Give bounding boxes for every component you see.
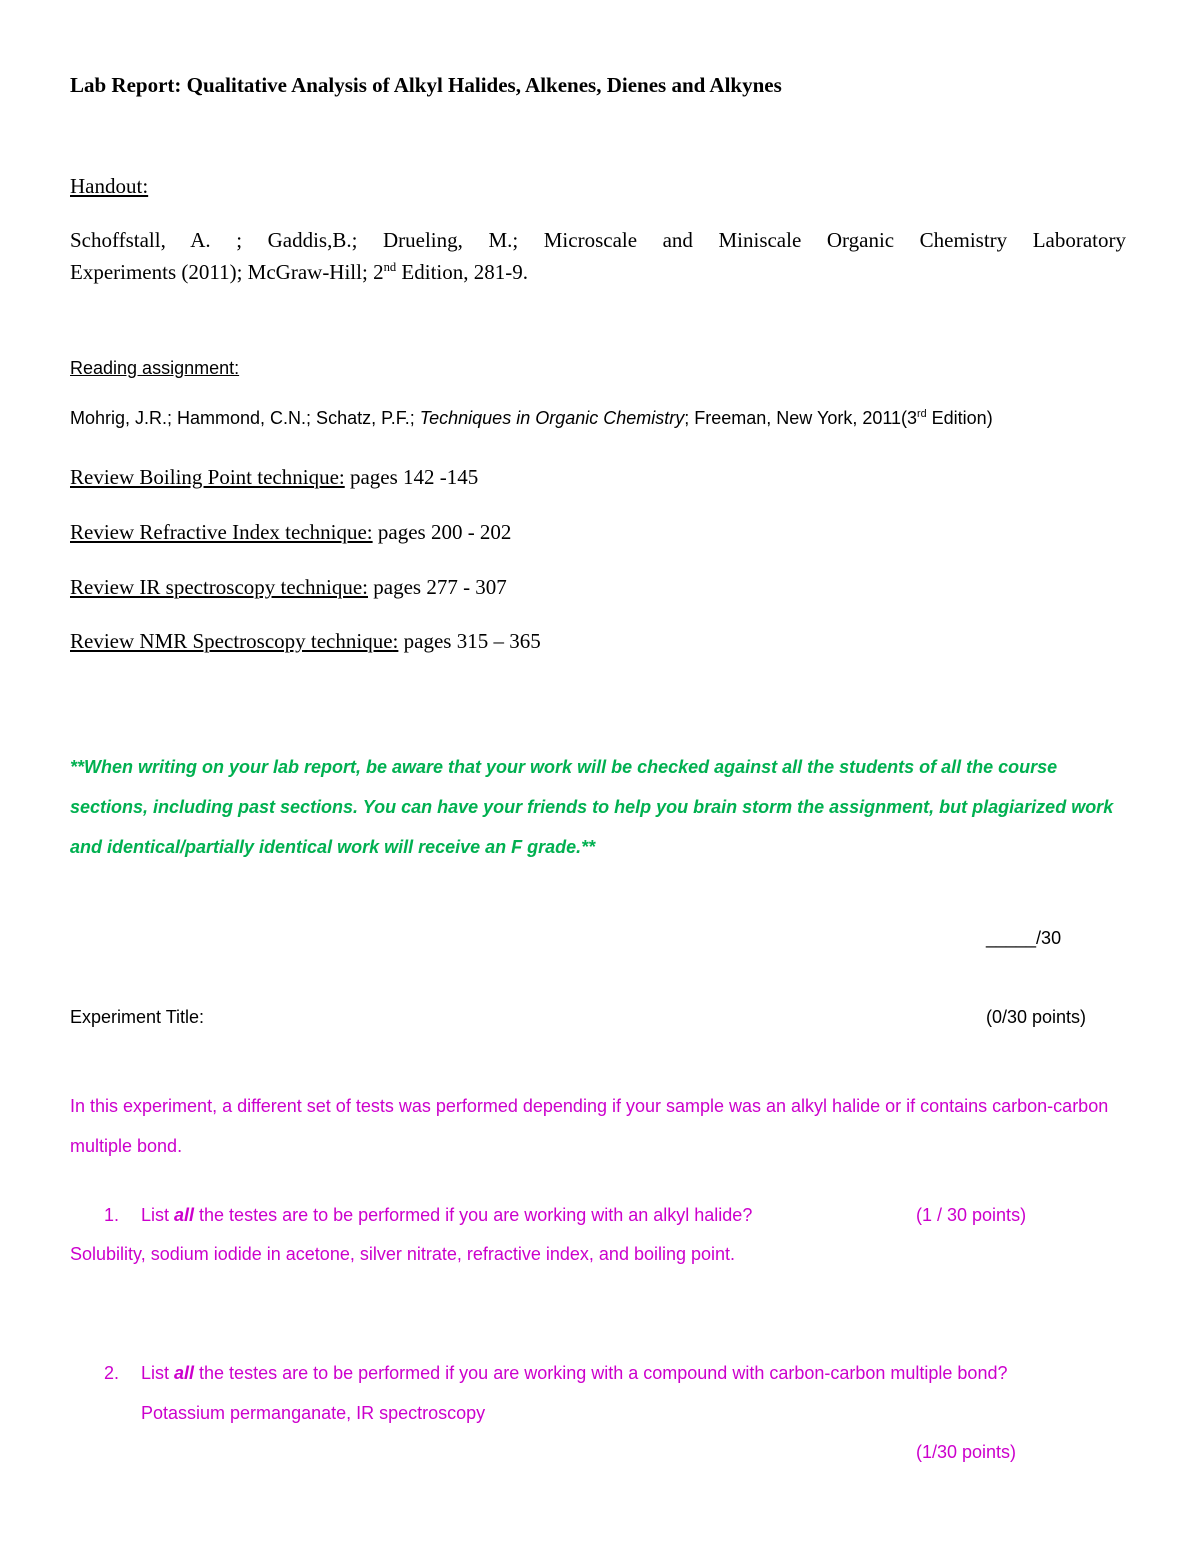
handout-reference-line2 xyxy=(70,256,1126,288)
experiment-title-points: (0/30 points) xyxy=(986,1007,1087,1027)
question-1-points: (1 / 30 points) xyxy=(916,1205,1027,1225)
ref-line2-sup: nd xyxy=(383,260,397,274)
review-nmr-spectroscopy xyxy=(70,629,541,654)
review-label: Review Refractive Index technique: xyxy=(70,520,373,544)
reading-ref-b: ; Freeman, New York, 2011(3 xyxy=(684,408,918,428)
review-boiling-point xyxy=(70,465,478,490)
question-1-number: 1. xyxy=(104,1205,120,1225)
reading-ref-c: Edition) xyxy=(926,408,993,428)
review-pages: pages 142 -145 xyxy=(344,465,479,489)
reading-assignment-label: Reading assignment: xyxy=(70,358,240,378)
q1-pre: List xyxy=(141,1205,175,1225)
q2-em: all xyxy=(174,1363,195,1383)
q2-pre: List xyxy=(141,1363,175,1383)
question-1-text xyxy=(141,1205,752,1226)
handout-reference xyxy=(70,224,1126,288)
reading-ref-sup: rd xyxy=(917,408,927,420)
reading-ref-a: Mohrig, J.R.; Hammond, C.N.; Schatz, P.F.; xyxy=(70,408,420,428)
reading-ref-book: Techniques in Organic Chemistry xyxy=(419,408,685,428)
review-label: Review Boiling Point technique: xyxy=(70,465,345,489)
experiment-title-label: Experiment Title: xyxy=(70,1007,205,1027)
review-pages: pages 277 - 307 xyxy=(368,575,507,599)
report-title: Lab Report: Qualitative Analysis of Alkyl Halides, Alkenes, Dienes and Alkynes xyxy=(70,73,782,97)
review-pages: pages 200 - 202 xyxy=(372,520,512,544)
review-label: Review IR spectroscopy technique: xyxy=(70,575,368,599)
review-sep: : xyxy=(392,629,399,653)
total-score: _____/30 xyxy=(986,928,1062,948)
review-pages: pages 315 – 365 xyxy=(398,629,541,653)
ref-line2-a: Experiments (2011); McGraw-Hill; 2 xyxy=(70,260,384,284)
question-2-points: (1/30 points) xyxy=(916,1442,1017,1462)
q1-post: the testes are to be performed if you are working with an alkyl halide? xyxy=(194,1205,753,1225)
ref-line2-b: Edition, 281-9. xyxy=(396,260,528,284)
question-2-answer: Potassium permanganate, IR spectroscopy xyxy=(141,1403,486,1423)
review-label: Review NMR Spectroscopy technique xyxy=(70,629,393,653)
review-ir-spectroscopy xyxy=(70,575,507,600)
review-refractive-index xyxy=(70,520,511,545)
question-2-text xyxy=(141,1363,1007,1384)
intro-text: In this experiment, a different set of tests was performed depending if your sample was an alkyl halide or if contains carbon-carbon multiple bond. xyxy=(70,1096,1109,1156)
handout-label: Handout: xyxy=(70,174,149,198)
reading-reference xyxy=(70,408,993,429)
q1-em: all xyxy=(174,1205,195,1225)
question-2-number: 2. xyxy=(104,1363,120,1383)
question-1-answer: Solubility, sodium iodide in acetone, silver nitrate, refractive index, and boiling point. xyxy=(70,1244,736,1264)
handout-reference-line1: Schoffstall, A. ; Gaddis,B.; Drueling, M.; Microscale and Miniscale Organic Chemistry Laboratory xyxy=(70,228,1126,252)
plagiarism-warning: **When writing on your lab report, be aware that your work will be checked against all the students of all the course sections, including past sections. You can have your friends to help you brain storm the assignment, but plagiarized work and identical/partially identical work will receive an F grade.** xyxy=(70,757,1114,857)
q2-post: the testes are to be performed if you are working with a compound with carbon-carbon multiple bond? xyxy=(194,1363,1008,1383)
